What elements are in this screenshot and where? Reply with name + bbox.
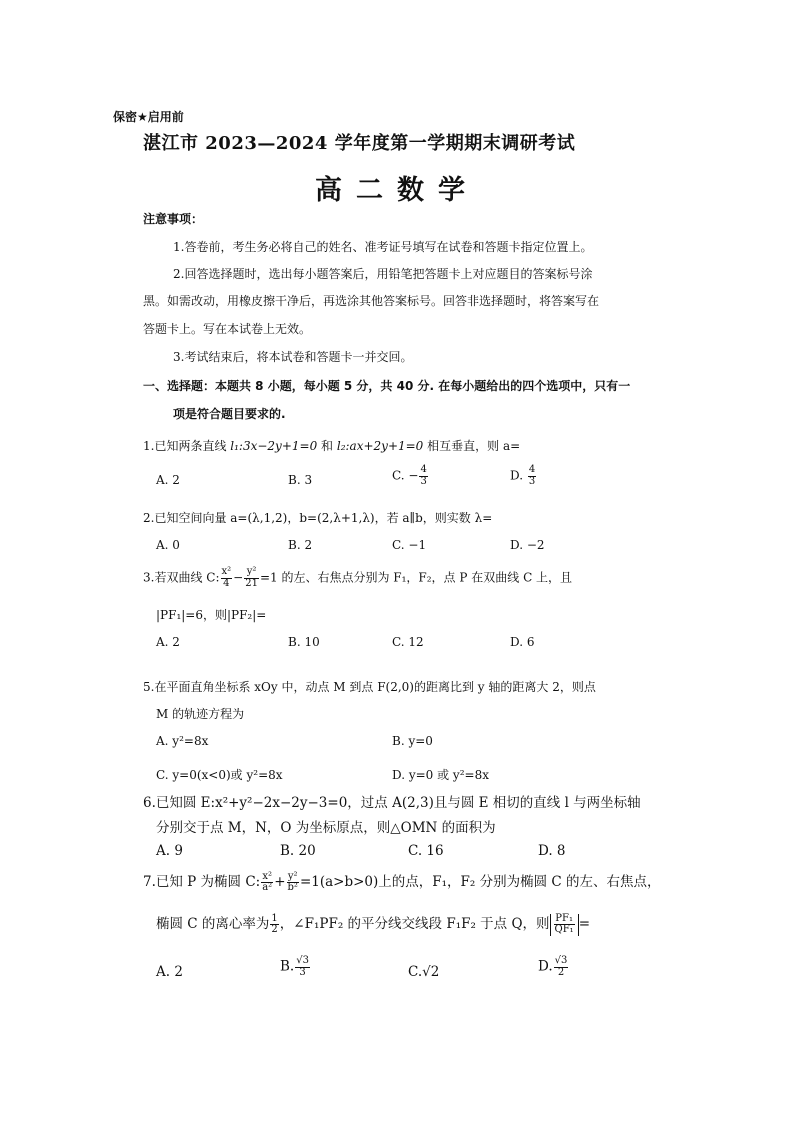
- q3-suffix: =1 的左、右焦点分别为 F₁，F₂，点 P 在双曲线 C 上，且: [259, 570, 573, 585]
- q3-fraction-1: [221, 567, 233, 589]
- question-6-line-1: 6.已知圆 E:x²+y²−2x−2y−3=0，过点 A(2,3)且与圆 E 相切的直线 l 与两坐标轴: [143, 795, 641, 811]
- fraction-denominator: 3: [299, 966, 306, 978]
- q3-option-a: A. 2: [156, 635, 180, 649]
- note-2-line-2: 黑。如需改动，用橡皮擦干净后，再选涂其他答案标号。回答非选择题时，将答案写在: [143, 294, 600, 308]
- q7-option-d: [538, 956, 569, 978]
- q1-option-c: [392, 465, 429, 487]
- q7-option-b-label: B.: [280, 958, 295, 975]
- q1-option-c-fraction: [419, 465, 427, 487]
- q7-option-d-label: D.: [538, 958, 553, 975]
- q7-option-c-label: C.: [408, 964, 423, 980]
- section-heading-line-1: 一、选择题：本题共 8 小题，每小题 5 分，共 40 分. 在每小题给出的四个选项中，只有一: [143, 379, 631, 393]
- note-2-line-3: 答题卡上。写在本试卷上无效。: [143, 322, 312, 336]
- question-3-line-2: |PF₁|=6，则|PF₂|=: [156, 608, 267, 622]
- fraction-denominator: a²: [262, 882, 273, 893]
- q2-option-c: C. −1: [392, 538, 427, 552]
- subject-title: 高二数学: [315, 175, 479, 206]
- fraction-denominator: 3: [420, 475, 427, 487]
- q7-suffix: =1(a>b>0)上的点，F₁，F₂ 分别为椭圆 C 的左、右焦点，: [299, 874, 661, 890]
- q1-line-1: l₁:3x−2y+1=0: [230, 439, 318, 453]
- q7-fraction-2: [287, 872, 299, 894]
- fraction-denominator: 21: [245, 577, 258, 589]
- q7-ratio-fraction: [554, 914, 575, 936]
- exam-title: 湛江市 2023—2024 学年度第一学期期末调研考试: [143, 133, 576, 154]
- fraction-numerator: √3: [554, 955, 568, 966]
- q5-option-a: A. y²=8x: [156, 734, 209, 748]
- question-5-line-1: 5.在平面直角坐标系 xOy 中，动点 M 到点 F(2,0)的距离比到 y 轴的距离大 2，则点: [143, 680, 596, 694]
- q1-suffix: 相互垂直，则 a=: [423, 439, 521, 453]
- fraction-numerator: 4: [420, 464, 427, 475]
- q3-option-d: D. 6: [510, 635, 535, 649]
- q2-option-d: D. −2: [510, 538, 545, 552]
- q3-option-c: C. 12: [392, 635, 424, 649]
- fraction-numerator: x²: [262, 870, 273, 882]
- q1-option-a: A. 2: [156, 473, 180, 487]
- fraction-denominator: 2: [557, 966, 565, 978]
- q7-abs-ratio: [550, 914, 579, 936]
- q3-option-b: B. 10: [288, 635, 320, 649]
- q7-option-c-value: √2: [422, 964, 440, 980]
- q6-option-b: B. 20: [280, 843, 316, 859]
- q3-fraction-2: [244, 567, 259, 589]
- q1-option-c-label: C. −: [392, 468, 419, 483]
- q7-option-b-fraction: [295, 956, 310, 978]
- q1-option-b: B. 3: [288, 473, 313, 487]
- q5-option-d: D. y=0 或 y²=8x: [392, 768, 489, 782]
- q3-prefix: 3.若双曲线 C:: [143, 570, 220, 585]
- q2-option-a: A. 0: [156, 538, 180, 552]
- fraction-numerator: PF₁: [555, 912, 573, 924]
- q1-option-d-label: D.: [510, 468, 527, 483]
- q7-half-fraction: [270, 914, 278, 936]
- q1-option-d-fraction: [528, 465, 536, 487]
- question-7-line-2: [156, 912, 590, 936]
- question-7-line-1: [143, 870, 661, 894]
- q7-option-a: A. 2: [156, 964, 183, 980]
- q5-option-c: C. y=0(x<0)或 y²=8x: [156, 768, 283, 782]
- fraction-numerator: 4: [528, 464, 536, 475]
- q7-plus: +: [274, 874, 286, 890]
- fraction-denominator: b²: [287, 882, 298, 893]
- fraction-numerator: y²: [287, 870, 298, 882]
- fraction-numerator: √3: [296, 955, 309, 966]
- question-3-stem: [143, 567, 572, 589]
- question-5-line-2: M 的轨迹方程为: [156, 707, 245, 721]
- fraction-numerator: 1: [271, 912, 278, 924]
- q2-option-b: B. 2: [288, 538, 313, 552]
- question-2-stem: 2.已知空间向量 a=(λ,1,2)，b=(2,λ+1,λ)，若 a∥b，则实数 λ=: [143, 511, 493, 525]
- note-3: 3.考试结束后，将本试卷和答题卡一并交回。: [173, 350, 413, 364]
- fraction-denominator: 4: [223, 577, 230, 589]
- note-2-line-1: 2.回答选择题时，选出每小题答案后，用铅笔把答题卡上对应题目的答案标号涂: [173, 267, 593, 281]
- fraction-denominator: 3: [528, 475, 536, 487]
- question-1-stem: [143, 437, 520, 454]
- q1-line-2: l₂:ax+2y+1=0: [336, 439, 424, 453]
- q7-line2-suffix: =: [578, 916, 591, 932]
- q6-option-c: C. 16: [408, 843, 444, 859]
- fraction-numerator: x²: [221, 566, 232, 577]
- notes-heading: 注意事项：: [143, 212, 204, 226]
- confidential-label: 保密★启用前: [113, 110, 184, 124]
- q1-mid: 和: [317, 439, 337, 453]
- q7-option-d-fraction: [554, 956, 569, 978]
- q7-fraction-1: [261, 872, 273, 894]
- note-1: 1.答卷前，考生务必将自己的姓名、准考证号填写在试卷和答题卡指定位置上。: [173, 240, 593, 254]
- q7-option-c: [408, 964, 439, 980]
- q6-option-a: A. 9: [156, 843, 183, 859]
- q7-line2-mid: ，∠F₁PF₂ 的平分线交线段 F₁F₂ 于点 Q，则: [279, 916, 550, 932]
- fraction-denominator: QF₁: [554, 924, 574, 935]
- question-6-line-2: 分别交于点 M，N，O 为坐标原点，则△OMN 的面积为: [156, 820, 496, 836]
- q1-option-d: [510, 465, 537, 487]
- section-heading-line-2: 项是符合题目要求的.: [173, 407, 286, 421]
- q1-prefix: 1.已知两条直线: [143, 439, 231, 453]
- q7-line2-prefix: 椭圆 C 的离心率为: [156, 916, 270, 932]
- q6-option-d: D. 8: [538, 843, 566, 859]
- fraction-denominator: 2: [271, 924, 278, 935]
- fraction-numerator: y²: [244, 567, 259, 579]
- q5-option-b: B. y=0: [392, 734, 433, 748]
- q7-prefix: 7.已知 P 为椭圆 C:: [143, 874, 261, 890]
- q3-minus: −: [233, 570, 244, 585]
- q7-option-b: [280, 956, 311, 978]
